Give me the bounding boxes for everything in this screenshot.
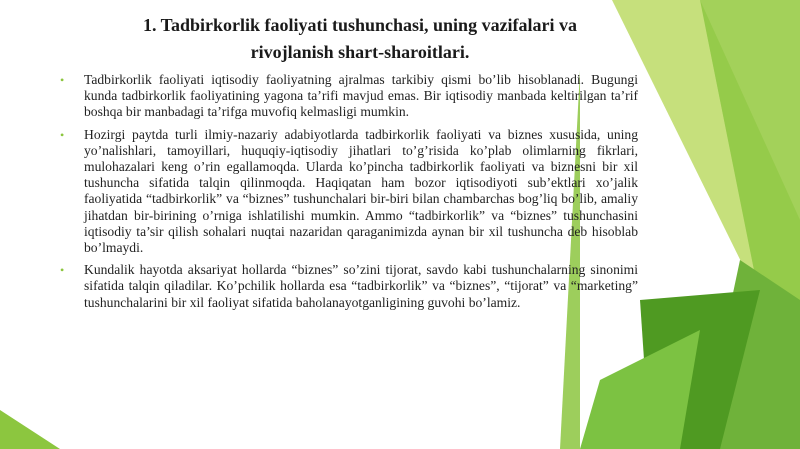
bullet-item: [60, 262, 638, 311]
slide-title-line-2: rivojlanish shart-sharoitlari.: [250, 42, 470, 62]
bullet-list: [60, 72, 638, 317]
bullet-item: [60, 72, 638, 121]
slide-title: [80, 12, 640, 66]
bullet-text: Hozirgi paytda turli ilmiy-nazariy adabiyotlarda tadbirkorlik faoliyati va biznes xususida, uning yo’nalishlari, tamoyillari, huquqiy-iqtisodiy jihatlari to’g’risida ko’plab olimlarning fikrlari, mulohazalari keng o’rin egallamoqda. Ularda ko’pincha tadbirkorlik faoliyati va biznesni bir xil tushuncha sifatida talqin qilinmoqda. Haqiqatan ham bozor iqtisodiyoti sub’ektlari xo’jalik faoliyatida “tadbirkorlik” va “biznes” tushunchalari bir-biri bilan chambarchas bog’liq bo’lib, amaliy jihatdan bir-birining o’rniga ishlatilishi mumkin. Ammo “tadbirkorlik” va “biznes” tushunchasini iqtisodiy ta’sir qilish sohalari nuqtai nazaridan qaraganimizda aynan bir xil tushuncha deb hisoblab bo’lmaydi.: [84, 126, 638, 256]
bullet-text: Tadbirkorlik faoliyati iqtisodiy faoliyatning ajralmas tarkibiy qismi bo’lib hisoblanadi. Bugungi kunda tadbirkorlik faoliyatining yagona ta’rifi mavjud emas. Bir iqtisodiy manbada keltirilgan ta’rif boshqa bir manbadagi ta’rifga muvofiq kelmasligi mumkin.: [84, 72, 638, 120]
bullet-marker-icon: •: [60, 127, 65, 142]
bullet-marker-icon: •: [60, 73, 65, 87]
bullet-text: Kundalik hayotda aksariyat hollarda “biznes” so’zini tijorat, savdo kabi tushunchalarning sinonimi sifatida talqin qiladilar. Ko’pchilik hollarda esa “tadbirkorlik” va “biznes”, “tijorat” va “marketing” tushunchalarini bir xil faoliyat sifatida baholanayotganligining guvohi bo’lamiz.: [84, 262, 638, 310]
bullet-item: [60, 127, 638, 257]
slide-title-line-1: 1. Tadbirkorlik faoliyati tushunchasi, uning vazifalari va: [142, 15, 578, 35]
bullet-marker-icon: •: [60, 263, 65, 278]
